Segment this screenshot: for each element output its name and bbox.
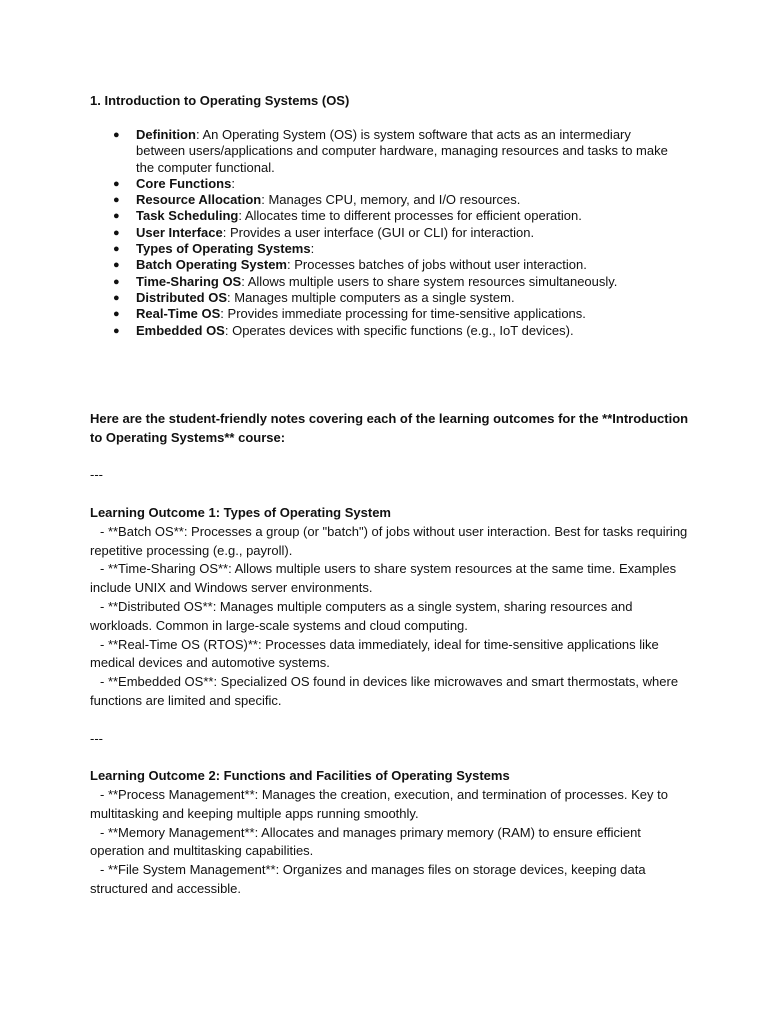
bullet-text: : Manages multiple computers as a single system. [227, 289, 515, 305]
separator: --- [90, 730, 103, 746]
bullet-term: Time-Sharing OS [136, 273, 242, 289]
bullet-term: Distributed OS [136, 289, 228, 305]
bullet-icon: ● [113, 243, 120, 256]
bullet-item [90, 225, 680, 241]
bullet-text: : Operates devices with specific functions (e.g., IoT devices). [224, 322, 574, 338]
bullet-text: : Allocates time to different processes for efficient operation. [238, 208, 582, 224]
bullet-icon: ● [113, 210, 120, 223]
bullet-item [90, 127, 680, 176]
bullet-text: : Provides a user interface (GUI or CLI) for interaction. [222, 224, 535, 240]
section-heading: 1. Introduction to Operating Systems (OS) [90, 93, 350, 108]
item-text: - **Batch OS**: Processes a group (or "batch") of jobs without user interaction. Best for tasks requiring repetitive processing (e.g., payroll). [90, 523, 688, 558]
learning-outcome-2-item [90, 786, 690, 824]
item-text: - **Embedded OS**: Specialized OS found in devices like microwaves and smart thermostats, where functions are limited and specific. [90, 674, 679, 708]
bullet-term: Core Functions [136, 175, 232, 191]
item-text: - **File System Management**: Organizes and manages files on storage devices, keeping data structured and accessible. [90, 862, 646, 896]
bullet-term: Real-Time OS [136, 306, 221, 322]
bullet-text: : [231, 175, 235, 191]
item-text: - **Time-Sharing OS**: Allows multiple users to share system resources at the same time. Examples include UNIX and Windows server environments. [90, 561, 677, 596]
spacer [90, 748, 690, 767]
notes-intro: Here are the student-friendly notes covering each of the learning outcomes for the **Introduction to Operating Systems** course: [90, 411, 689, 445]
item-text: - **Memory Management**: Allocates and manages primary memory (RAM) to ensure efficient operation and multitasking capabilities. [90, 824, 641, 859]
bullet-text: : Provides immediate processing for time-sensitive applications. [220, 306, 586, 322]
spacer [90, 485, 690, 504]
bullet-item [90, 323, 680, 339]
bullet-text: : Allows multiple users to share system resources simultaneously. [241, 273, 618, 289]
learning-outcome-1-item [90, 598, 690, 636]
bullet-item [90, 208, 680, 224]
bullet-term: Batch Operating System [136, 257, 287, 273]
bullet-item [90, 274, 680, 290]
learning-outcome-1-title: Learning Outcome 1: Types of Operating System [90, 504, 391, 520]
item-text: - **Distributed OS**: Manages multiple computers as a single system, sharing resources and workloads. Common in large-scale systems and cloud computing. [90, 598, 633, 633]
separator: --- [90, 467, 103, 483]
bullet-icon: ● [113, 177, 120, 190]
bullet-icon: ● [113, 308, 120, 321]
learning-outcome-2-item [90, 861, 690, 899]
bullet-term: Types of Operating Systems [136, 241, 311, 257]
learning-outcome-1-item [90, 560, 690, 598]
bullet-icon: ● [113, 129, 120, 141]
student-notes [90, 410, 690, 899]
bullet-item [90, 257, 680, 273]
learning-outcome-1-item [90, 523, 690, 561]
learning-outcome-1-item [90, 673, 690, 711]
bullet-term: Definition [136, 127, 196, 142]
bullet-icon: ● [113, 275, 120, 288]
bullet-item [90, 290, 680, 306]
spacer [90, 448, 690, 467]
bullet-item [90, 306, 680, 322]
learning-outcome-2-item [90, 824, 690, 862]
bullet-text: : Processes batches of jobs without user interaction. [287, 257, 587, 273]
bullet-item [90, 192, 680, 208]
bullet-icon: ● [113, 194, 120, 207]
bullet-icon: ● [113, 259, 120, 272]
bullet-text: : An Operating System (OS) is system software that acts as an intermediary between users/applications and computer hardware, managing resources and tasks to make the computer functional. [136, 127, 668, 175]
learning-outcome-2-title: Learning Outcome 2: Functions and Facilities of Operating Systems [90, 768, 510, 784]
bullet-text: : Manages CPU, memory, and I/O resources. [261, 192, 521, 208]
item-text: - **Process Management**: Manages the creation, execution, and termination of processes. Key to multitasking and keeping multiple apps running smoothly. [90, 786, 668, 821]
definition-bullet-list [90, 127, 680, 339]
bullet-term: User Interface [136, 224, 223, 240]
bullet-term: Embedded OS [136, 322, 225, 338]
bullet-text: : [310, 241, 315, 257]
bullet-icon: ● [113, 291, 120, 304]
bullet-item [90, 176, 680, 192]
item-text: - **Real-Time OS (RTOS)**: Processes data immediately, ideal for time-sensitive applications like medical devices and automotive systems. [90, 636, 659, 671]
spacer [90, 711, 690, 730]
bullet-item [90, 241, 680, 257]
learning-outcome-1-item [90, 636, 690, 674]
bullet-term: Task Scheduling [136, 208, 239, 224]
bullet-icon: ● [113, 226, 120, 239]
bullet-icon: ● [113, 324, 120, 337]
bullet-term: Resource Allocation [136, 192, 262, 208]
